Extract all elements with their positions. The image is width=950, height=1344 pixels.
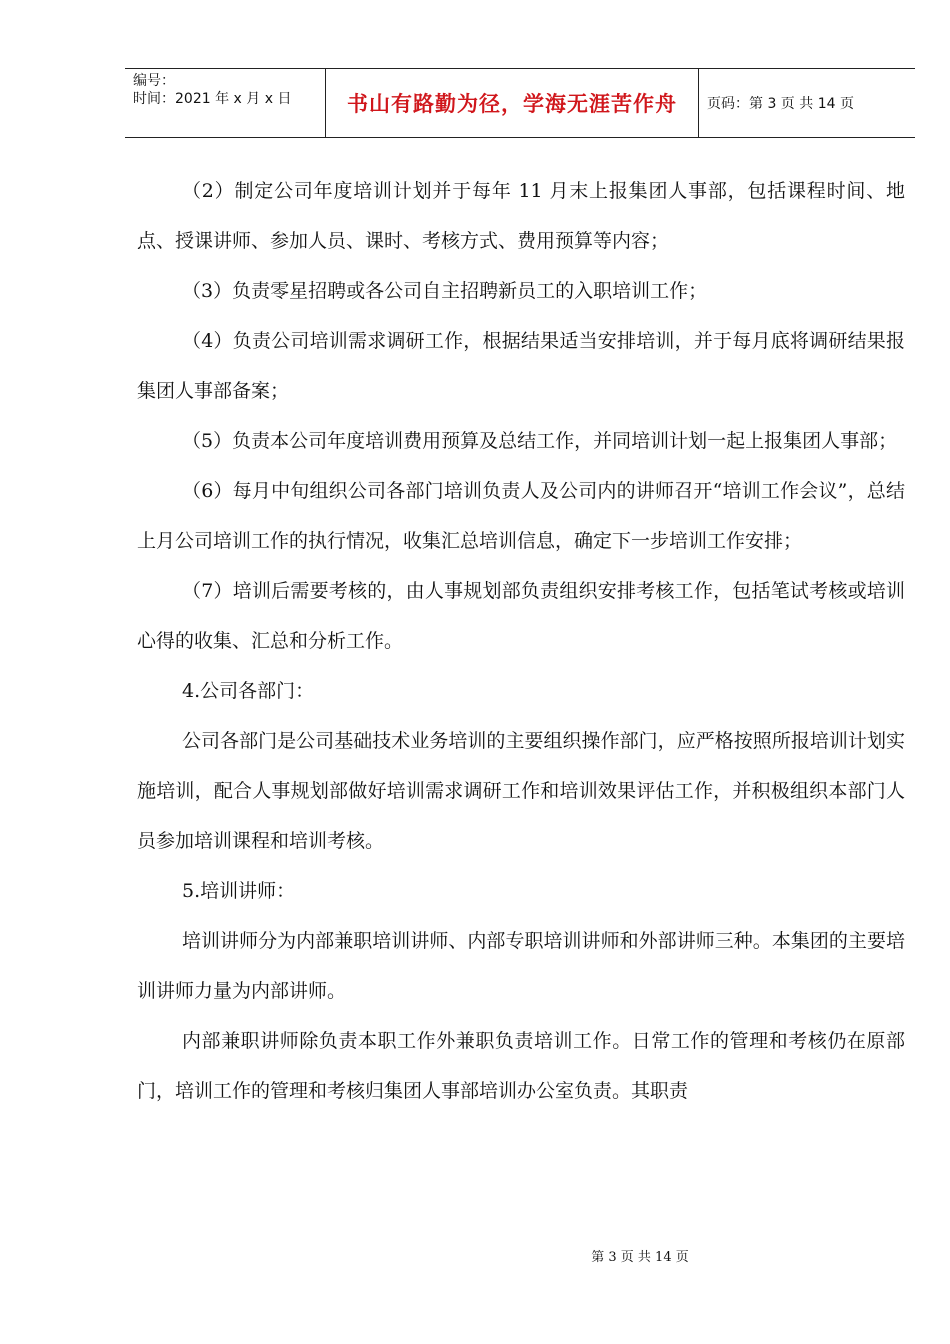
number-label: 编号： (133, 73, 175, 89)
paragraph-5: （5）负责本公司年度培训费用预算及总结工作，并同培训计划一起上报集团人事部； (182, 430, 898, 452)
page-header (125, 68, 915, 138)
paragraph-parttime-trainers: 内部兼职讲师除负责本职工作外兼职负责培训工作。日常工作的管理和考核仍在原部门，培训工作的管理和考核归集团人事部培训办公室负责。其职责 (137, 1030, 905, 1102)
time-label: 时间：2021 年 x 月 x 日 (133, 91, 292, 107)
section-heading-5: 5.培训讲师： (182, 880, 296, 902)
page-footer (0, 1246, 950, 1265)
paragraph-6: （6）每月中旬组织公司各部门培训负责人及公司内的讲师召开“培训工作会议”，总结上月公司培训工作的执行情况，收集汇总培训信息，确定下一步培训工作安排； (137, 480, 905, 552)
paragraph-3: （3）负责零星招聘或各公司自主招聘新员工的入职培训工作； (182, 280, 708, 302)
footer-page-number: 第 3 页 共 14 页 (591, 1250, 689, 1265)
paragraph-7: （7）培训后需要考核的，由人事规划部负责组织安排考核工作，包括笔试考核或培训心得的收集、汇总和分析工作。 (137, 580, 905, 652)
page-info-text: 页码：第 3 页 共 14 页 (707, 96, 854, 112)
header-meta (125, 69, 325, 137)
document-body (137, 166, 905, 1116)
paragraph-2: （2）制定公司年度培训计划并于每年 11 月末上报集团人事部，包括课程时间、地点、授课讲师、参加人员、课时、考核方式、费用预算等内容； (137, 180, 905, 252)
section-heading-4: 4.公司各部门： (182, 680, 315, 702)
paragraph-departments: 公司各部门是公司基础技术业务培训的主要组织操作部门，应严格按照所报培训计划实施培训，配合人事规划部做好培训需求调研工作和培训效果评估工作，并积极组织本部门人员参加培训课程和培训考核。 (137, 730, 905, 852)
header-motto-cell (325, 69, 699, 137)
motto-text: 书山有路勤为径，学海无涯苦作舟 (347, 92, 677, 116)
paragraph-4: （4）负责公司培训需求调研工作，根据结果适当安排培训，并于每月底将调研结果报集团人事部备案； (137, 330, 905, 402)
paragraph-trainers: 培训讲师分为内部兼职培训讲师、内部专职培训讲师和外部讲师三种。本集团的主要培训讲师力量为内部讲师。 (137, 930, 905, 1002)
header-page-info (697, 69, 915, 137)
